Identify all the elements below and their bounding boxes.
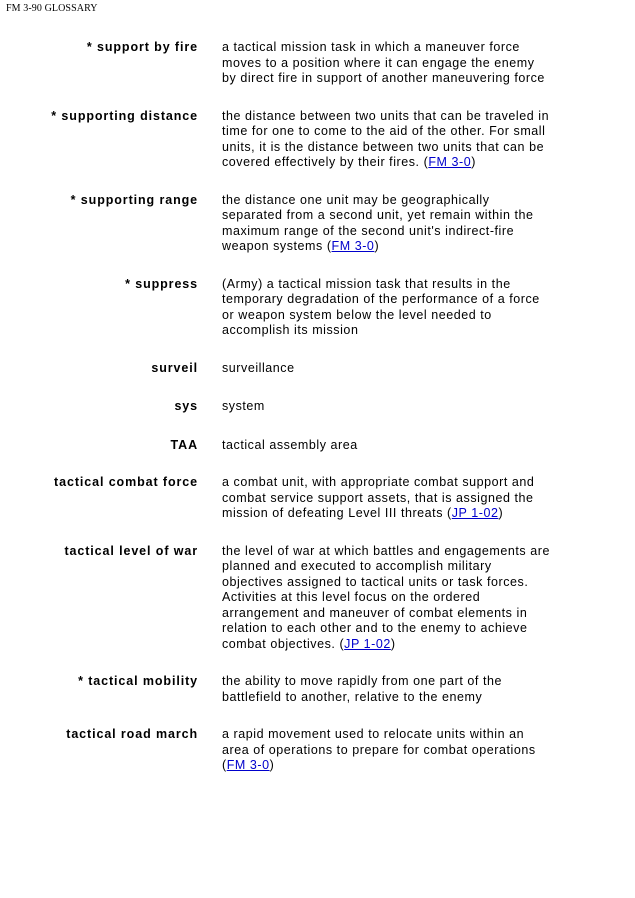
glossary-definition	[222, 475, 552, 522]
glossary-term: * tactical mobility	[78, 674, 198, 688]
reference-link[interactable]: FM 3-0	[331, 239, 375, 253]
page-header: FM 3-90 GLOSSARY	[6, 3, 98, 14]
glossary-definition	[222, 727, 552, 774]
glossary-term: tactical road march	[66, 727, 198, 741]
glossary-term: TAA	[170, 437, 198, 452]
definition-text: the level of war at which battles and engagements are planned and executed to accomplish military objectives assigned to tactical units or task forces. Activities at this level focus on the ordered arrangement and maneuver of combat elements in relation to each other and to the enemy to achieve combat objectives. (	[222, 543, 550, 651]
definition-text: tactical assembly area	[222, 437, 358, 452]
glossary-entry	[0, 438, 635, 454]
glossary-entry	[0, 40, 635, 87]
glossary-term: * supporting distance	[51, 108, 198, 123]
glossary-entry	[0, 544, 635, 653]
glossary-term: tactical combat force	[54, 475, 198, 489]
glossary-entry	[0, 674, 635, 705]
glossary-definition	[222, 193, 552, 255]
glossary-definition	[222, 674, 552, 705]
glossary-term: * support by fire	[86, 40, 198, 54]
glossary-term: sys	[174, 399, 198, 413]
definition-suffix: )	[390, 636, 396, 651]
glossary-entries	[0, 40, 635, 774]
definition-text: system	[222, 399, 265, 413]
glossary-entry	[0, 399, 635, 415]
glossary-definition	[222, 399, 552, 415]
glossary-definition	[222, 438, 552, 454]
definition-text: the ability to move rapidly from one part of the battlefield to another, relative to the enemy	[222, 674, 503, 704]
glossary-entry	[0, 727, 635, 774]
glossary-definition	[222, 109, 552, 171]
glossary-entry	[0, 109, 635, 171]
reference-link[interactable]: JP 1-02	[451, 506, 499, 520]
definition-suffix: )	[269, 758, 275, 772]
glossary-entry	[0, 361, 635, 377]
reference-link[interactable]: JP 1-02	[344, 636, 391, 651]
glossary-term: tactical level of war	[64, 543, 198, 558]
glossary-term: surveil	[151, 360, 198, 375]
glossary-entry	[0, 277, 635, 339]
definition-text: surveillance	[222, 360, 295, 375]
glossary-definition	[222, 544, 552, 653]
definition-text: the distance one unit may be geographically separated from a second unit, yet remain within the maximum range of the second unit's indirect-fire weapon systems (	[222, 192, 534, 253]
glossary-term: * supporting range	[70, 192, 198, 207]
definition-text: a combat unit, with appropriate combat support and combat service support assets, that is assigned the mission of defeating Level III threats (	[222, 475, 535, 520]
glossary-definition	[222, 40, 552, 87]
glossary-entry	[0, 193, 635, 255]
glossary-definition	[222, 361, 552, 377]
definition-text: (Army) a tactical mission task that results in the temporary degradation of the performance of a force or weapon system below the level needed to accomplish its mission	[222, 276, 540, 337]
definition-text: the distance between two units that can be traveled in time for one to come to the aid of the other. For small units, it is the distance between two units that can be covered effectively by their fires. (	[222, 108, 550, 169]
definition-text: a tactical mission task in which a maneuver force moves to a position where it can engage the enemy by direct fire in support of another maneuvering force	[222, 40, 545, 85]
definition-suffix: )	[374, 239, 380, 253]
glossary-term: * suppress	[125, 276, 198, 291]
definition-text: a rapid movement used to relocate units within an area of operations to prepare for combat operations (	[222, 727, 536, 772]
definition-suffix: )	[498, 506, 504, 520]
reference-link[interactable]: FM 3-0	[428, 155, 472, 169]
definition-suffix: )	[471, 155, 476, 169]
glossary-definition	[222, 277, 552, 339]
glossary-entry	[0, 475, 635, 522]
reference-link[interactable]: FM 3-0	[226, 758, 270, 772]
